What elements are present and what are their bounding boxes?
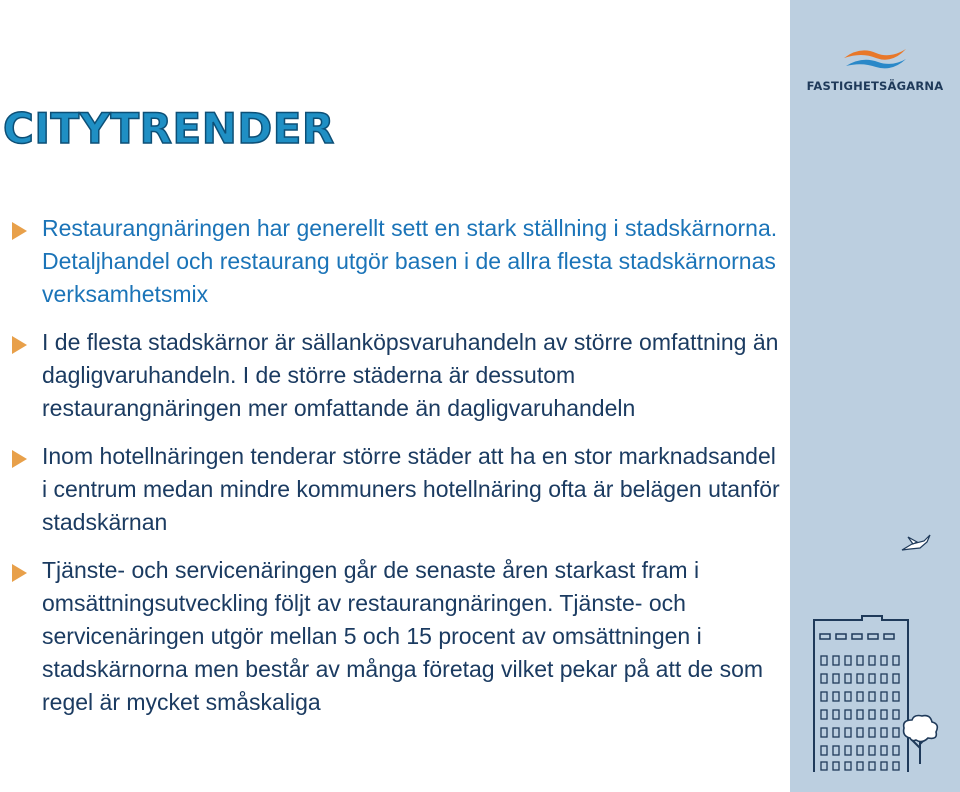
bullet-text: Restaurangnäringen har generellt sett en stark ställning i stadskärnorna. Detaljhandel och restaurang utgör basen i de allra flesta stadskärnornas verksamhetsmix <box>42 215 778 307</box>
bullet-item-4 <box>0 554 780 719</box>
bullet-list <box>0 212 780 734</box>
building-icon <box>812 614 910 774</box>
bullet-arrow-icon <box>12 336 27 354</box>
bullet-arrow-icon <box>12 222 27 240</box>
tree-icon <box>900 714 940 766</box>
bullet-text: Inom hotellnäringen tenderar större städer att ha en stor marknadsandel i centrum medan mindre kommuners hotellnäring ofta är belägen utanför stadskärnan <box>42 443 780 535</box>
slide-title: CITYTRENDER <box>3 104 335 153</box>
bullet-arrow-icon <box>12 450 27 468</box>
bullet-item-3 <box>0 440 780 539</box>
bird-icon <box>900 532 932 554</box>
logo-waves-icon <box>842 44 908 74</box>
logo-text: FASTIGHETSÄGARNA <box>806 79 944 93</box>
bullet-item-1 <box>0 212 780 311</box>
sidebar-panel <box>790 0 960 792</box>
bullet-item-2 <box>0 326 780 425</box>
bullet-text: Tjänste- och servicenäringen går de senaste åren starkast fram i omsättningsutveckling följt av restaurangnäringen. Tjänste- och servicenäringen utgör mellan 5 och 15 procent av omsättningen i stadskärnorna men består av många företag vilket pekar på att de som regel är mycket småskaliga <box>42 557 764 715</box>
bullet-text: I de flesta stadskärnor är sällanköpsvaruhandeln av större omfattning än dagligvaruhandeln. I de större städerna är dessutom restaurangnäringen mer omfattande än dagligvaruhandeln <box>42 329 779 421</box>
bullet-arrow-icon <box>12 564 27 582</box>
